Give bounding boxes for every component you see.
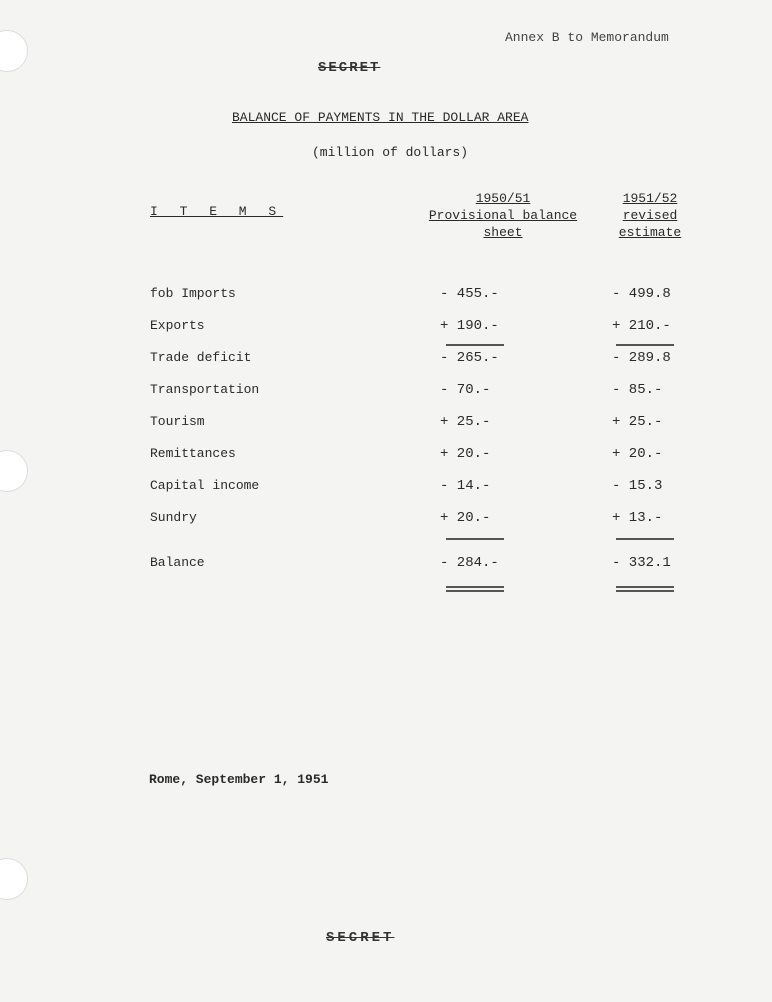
dateline: Rome, September 1, 1951 [149, 772, 329, 787]
row-value-1951: - 289.8 [612, 350, 671, 366]
document-subtitle: (million of dollars) [312, 145, 469, 160]
col1-header-line: Provisional balance [428, 208, 578, 223]
punch-hole [0, 30, 28, 72]
punch-hole [0, 858, 28, 900]
row-value-1950: - 14.- [440, 478, 491, 494]
document-title: BALANCE OF PAYMENTS IN THE DOLLAR AREA [232, 110, 529, 125]
col1-header-line: 1950/51 [475, 191, 531, 206]
row-label: fob Imports [150, 286, 236, 301]
row-label: Trade deficit [150, 350, 252, 365]
row-label: Sundry [150, 510, 197, 525]
row-value-1950: - 455.- [440, 286, 499, 302]
row-label: Tourism [150, 414, 205, 429]
row-value-1950: + 20.- [440, 510, 491, 526]
balance-label: Balance [150, 555, 205, 570]
row-label: Exports [150, 318, 205, 333]
row-value-1950: + 25.- [440, 414, 491, 430]
row-label: Transportation [150, 382, 260, 397]
punch-hole [0, 450, 28, 492]
total-rule [446, 538, 504, 540]
row-value-1950: + 20.- [440, 446, 491, 462]
col2-header [612, 190, 688, 241]
row-value-1951: + 13.- [612, 510, 663, 526]
balance-value-1951: - 332.1 [612, 555, 671, 571]
subtotal-rule [446, 344, 504, 346]
col2-header-line: estimate [618, 225, 682, 240]
row-value-1951: + 25.- [612, 414, 663, 430]
row-value-1951: - 499.8 [612, 286, 671, 302]
col1-header-line: sheet [483, 225, 523, 240]
row-value-1951: + 210.- [612, 318, 671, 334]
classification-bottom: SECRET [326, 930, 395, 946]
double-rule [616, 586, 674, 588]
double-rule [446, 586, 504, 588]
row-value-1950: - 265.- [440, 350, 499, 366]
row-value-1951: - 85.- [612, 382, 663, 398]
items-column-header: I T E M S [150, 204, 284, 219]
col1-header [418, 190, 588, 241]
row-label: Capital income [150, 478, 260, 493]
classification-top: SECRET [318, 60, 381, 76]
row-value-1951: - 15.3 [612, 478, 663, 494]
row-value-1950: - 70.- [440, 382, 491, 398]
total-rule [616, 538, 674, 540]
subtotal-rule [616, 344, 674, 346]
row-value-1951: + 20.- [612, 446, 663, 462]
row-value-1950: + 190.- [440, 318, 499, 334]
balance-value-1950: - 284.- [440, 555, 499, 571]
row-label: Remittances [150, 446, 236, 461]
col2-header-line: 1951/52 [622, 191, 678, 206]
col2-header-line: revised [622, 208, 678, 223]
annex-reference: Annex B to Memorandum [505, 30, 669, 45]
